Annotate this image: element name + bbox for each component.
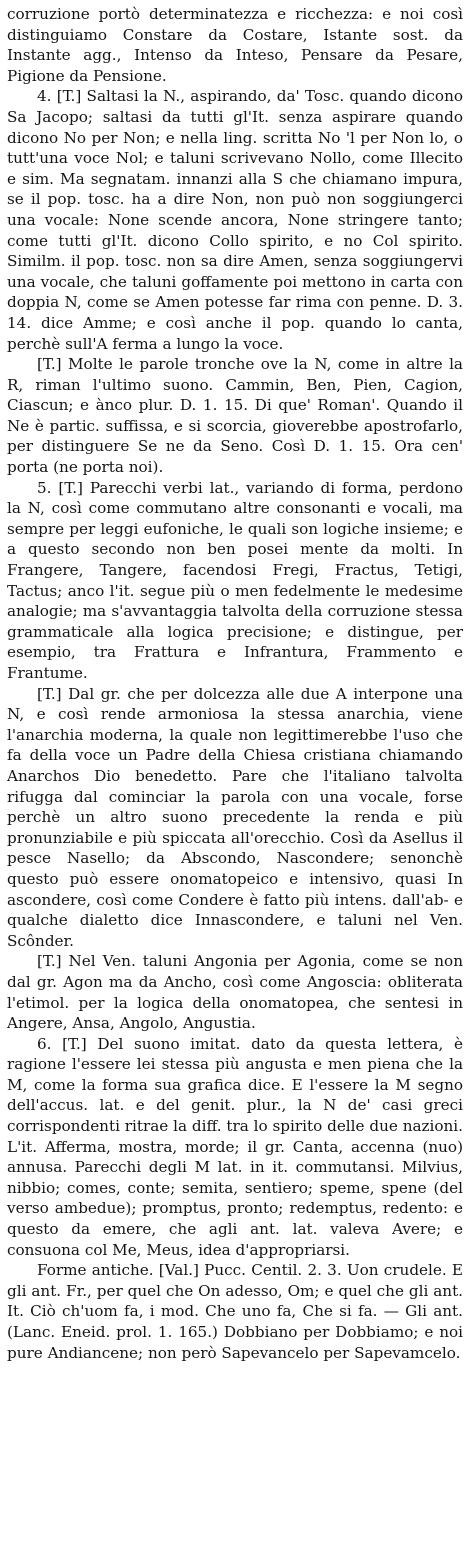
- paragraph-intro: corruzione portò determinatezza e ricchezza: e noi così distinguiamo Constare da Costare, Istante sost. da Instante agg., Intenso da Inteso, Pensare da Pesare, Pigione da Pensione.: [7, 5, 463, 85]
- paragraph-section-4-note: [T.] Molte le parole tronche ove la N, come in altre la R, riman l'ultimo suono. Cammin, Ben, Pien, Cagion, Ciascun; e ànco plur. D. 1. 15. Di que' Roman'. Quando il Ne è partic. suffissa, e si scorcia, gioverebbe apostrofarlo, per distinguere Se ne da Seno. Così D. 1. 15. Ora cen' porta (ne porta noi).: [7, 355, 463, 477]
- paragraph-section-6: 6. [T.] Del suono imitat. dato da questa lettera, è ragione l'essere lei stessa più angusta e men piena che la M, come la forma sua grafica dice. E l'essere la M segno dell'accus. lat. e del genit. plur., la N de' casi greci corrispondenti ritrae la diff. tra lo spirito delle due nazioni. L'it. Afferma, mostra, morde; il gr. Canta, accenna (nuo) annusa. Parecchi degli M lat. in it. commutansi. Milvius, nibbio; comes, conte; semita, sentiero; speme, spene (del verso ambedue); promptus, pronto; redemptus, redento: e questo da emere, che agli ant. lat. valeva Avere; e consuona col Me, Meus, idea d'appropriarsi.: [7, 1034, 463, 1259]
- paragraph-section-5-note-2: [T.] Nel Ven. taluni Angonia per Agonia, come se non dal gr. Agon ma da Ancho, così come Angoscia: obliterata l'etimol. per la logica della onomatopea, che sentesi in Angere, Ansa, Angolo, Angustia.: [7, 952, 463, 1033]
- paragraph-section-4: 4. [T.] Saltasi la N., aspirando, da' Tosc. quando dicono Sa Jacopo; saltasi da tutti gl'It. senza aspirare quando dicono No per Non; e nella ling. scritta No 'l per Non lo, o tutt'una voce Nol; e taluni scrivevano Nollo, come Illecito e sim. Ma segnatam. innanzi alla S che chiamano impura, se il pop. tosc. ha a dire Non, non può non soggiungerci una vocale: None scende ancora, None stringere tanto; come tutti gl'It. dicono Collo spirito, e no Col spirito. Similm. il pop. tosc. non sa dire Amen, senza soggiungervi una vocale, che taluni goffamente poi mettono in carta con doppia N, come se Amen potesse far rima con penne. D. 3. 14. dice Amme; e così anche il pop. quando lo canta, perchè sull'A ferma a lungo la voce.: [7, 87, 463, 353]
- paragraph-forme-antiche: Forme antiche. [Val.] Pucc. Centil. 2. 3. Uon crudele. E gli ant. Fr., per quel che On adesso, Om; e quel che gli ant. It. Ciò ch'uom fa, i mod. Che uno fa, Che si fa. — Gli ant. (Lanc. Eneid. prol. 1. 165.) Dobbiano per Dobbiamo; e noi pure Andiancene; non però Sapevancelo per Sapevamcelo.: [7, 1261, 463, 1362]
- paragraph-section-5-note: [T.] Dal gr. che per dolcezza alle due A interpone una N, e così rende armoniosa la stessa anarchia, viene l'anarchia moderna, la quale non legittimerebbe l'uso che fa della voce un Padre della Chiesa cristiana chiamando Anarchos Dio benedetto. Pare che l'italiano talvolta rifugga dal cominciar la parola con una vocale, forse perchè un altro suono precedente la renda e più pronunziabile e più spiccata all'orecchio. Così da Asellus il pesce Nasello; da Abscondo, Nascondere; senonchè questo può essere onomatopeico e intensivo, quasi In ascondere, così come Condere è fatto più intens. dall'ab- e qualche dialetto dice Innascondere, e taluni nel Ven. Scônder.: [7, 684, 463, 950]
- paragraph-section-5: 5. [T.] Parecchi verbi lat., variando di forma, perdono la N, così come commutano altre consonanti e vocali, ma sempre per leggi eufoniche, le quali son logiche insieme; e a questo secondo non ben posei mente da molti. In Frangere, Tangere, facendosi Fregi, Fractus, Tetigi, Tactus; anco l'it. segue più o men fedelmente le medesime analogie; ma s'avvantaggia talvolta della corruzione stessa grammaticale alla logica precisione; e distingue, per esempio, tra Frattura e Infrantura, Frammento e Frantume.: [7, 478, 463, 682]
